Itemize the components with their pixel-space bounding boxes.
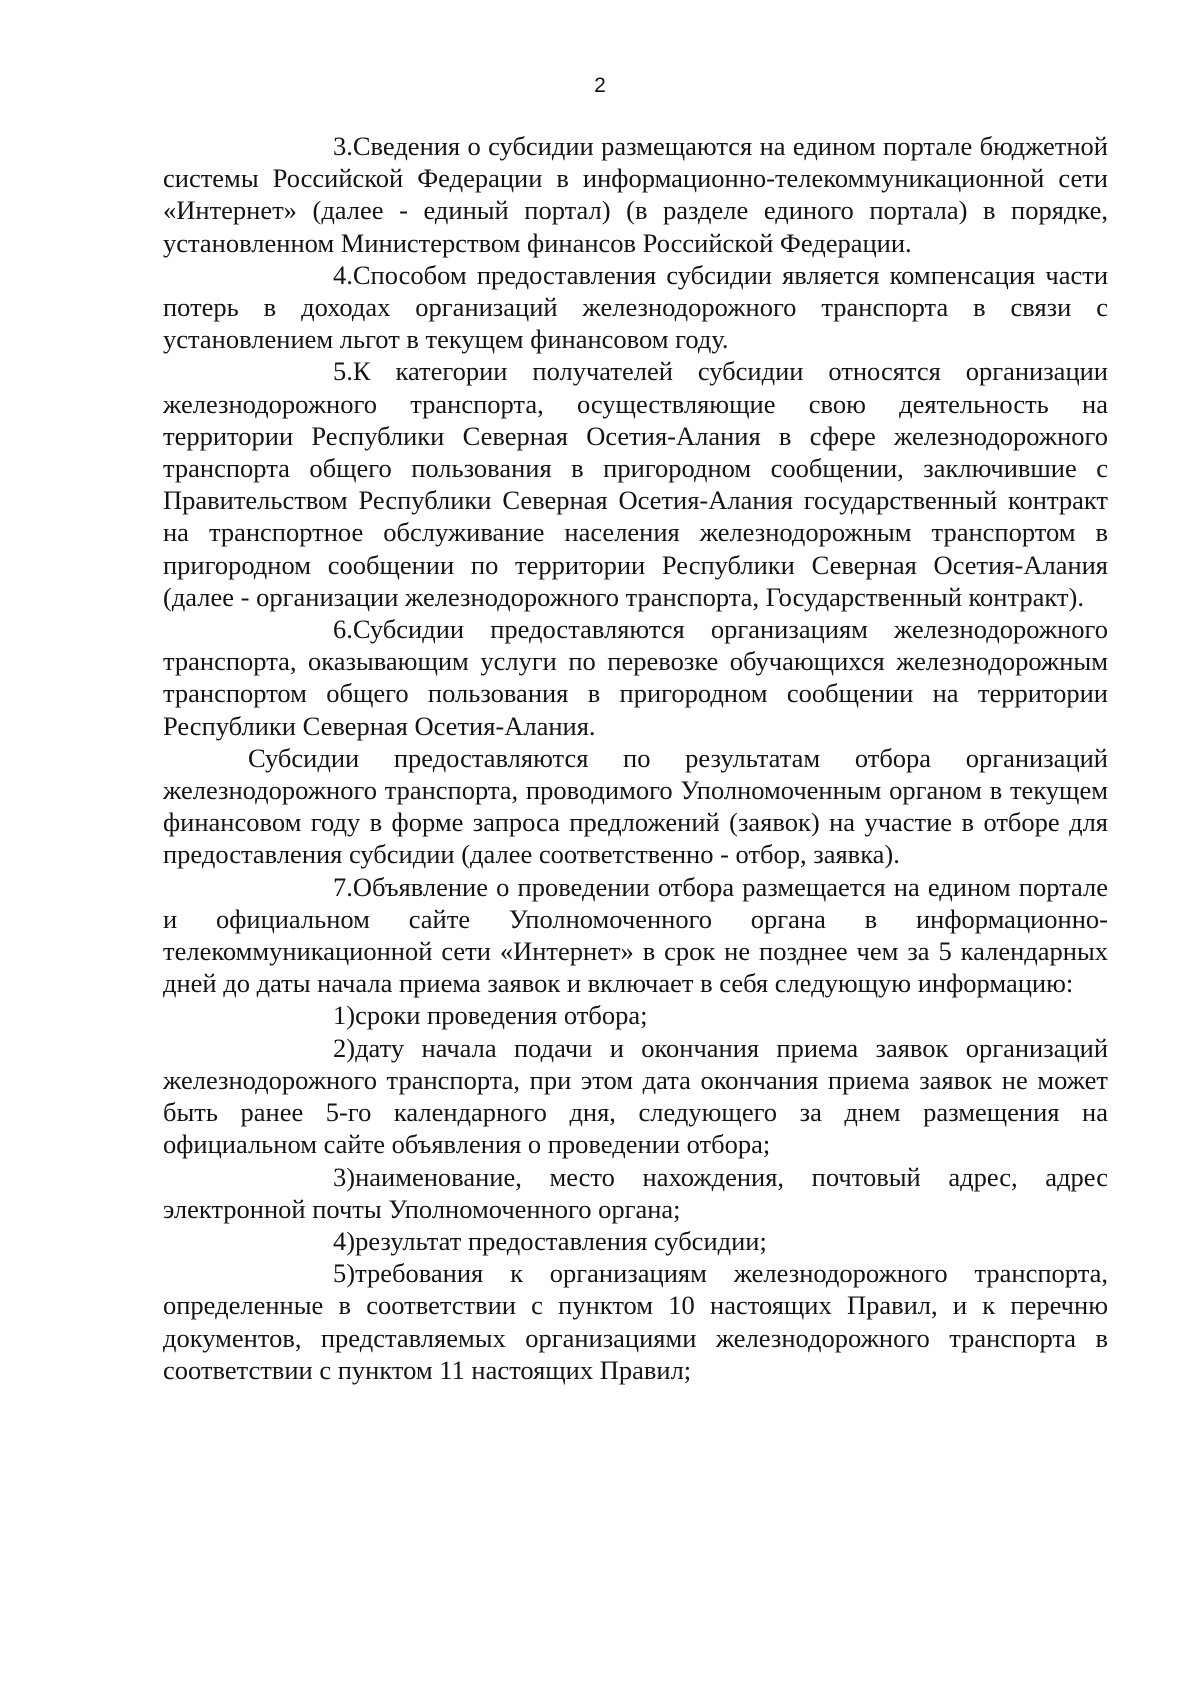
list-text: результат предоставления субсидии; <box>355 1225 767 1256</box>
list-text: наименование, место нахождения, почтовый адрес, адрес электронной почты Уполномоченного органа; <box>163 1161 1108 1224</box>
paragraph-3 <box>163 130 1108 259</box>
list-item-2 <box>163 1032 1108 1161</box>
document-body <box>163 130 1108 1386</box>
paragraph-number: 6. <box>333 614 353 645</box>
paragraph-6-continuation <box>163 742 1108 871</box>
list-text: дату начала подачи и окончания приема заявок организаций железнодорожного транспорта, при этом дата окончания приема заявок не может быть ранее 5-го календарного дня, следующего за днем размещения на официальном сайте объявления о проведении отбора; <box>163 1032 1108 1160</box>
list-number: 2) <box>333 1032 356 1063</box>
list-number: 3) <box>333 1161 356 1192</box>
paragraph-text: Субсидии предоставляются по результатам отбора организаций железнодорожного транспорта, проводимого Уполномоченным органом в текущем финансовом году в форме запроса предложений (заявок) на участие в отборе для предоставления субсидии (далее соответственно - отбор, заявка). <box>163 742 1108 870</box>
list-text: сроки проведения отбора; <box>355 1000 648 1031</box>
list-item-3 <box>163 1161 1108 1225</box>
paragraph-text: Сведения о субсидии размещаются на едином портале бюджетной системы Российской Федерации в информационно-телекоммуникационной сети «Интернет» (далее - единый портал) (в разделе единого портала) в порядке, установленном Министерством финансов Российской Федерации. <box>163 131 1108 258</box>
paragraph-text: Субсидии предоставляются организациям железнодорожного транспорта, оказывающим услуги по перевозке обучающихся железнодорожным транспортом общего пользования в пригородном сообщении на территории Республики Северная Осетия-Алания. <box>163 614 1108 741</box>
list-item-4 <box>163 1225 1108 1257</box>
list-item-5 <box>163 1257 1108 1386</box>
paragraph-text: Способом предоставления субсидии является компенсация части потерь в доходах организаций железнодорожного транспорта в связи с установлением льгот в текущем финансовом году. <box>163 259 1108 355</box>
paragraph-7 <box>163 871 1108 1000</box>
list-number: 4) <box>333 1225 356 1256</box>
paragraph-number: 7. <box>333 871 353 902</box>
paragraph-number: 5. <box>333 356 353 387</box>
list-text: требования к организациям железнодорожного транспорта, определенные в соответствии с пунктом 10 настоящих Правил, и к перечню документов, представляемых организациями железнодорожного транспорта в соответствии с пунктом 11 настоящих Правил; <box>163 1258 1108 1385</box>
paragraph-5 <box>163 355 1108 613</box>
paragraph-text: Объявление о проведении отбора размещается на едином портале и официальном сайте Уполномоченного органа в информационно-телекоммуникационной сети «Интернет» в срок не позднее чем за 5 календарных дней до даты начала приема заявок и включает в себя следующую информацию: <box>163 871 1108 999</box>
paragraph-number: 3. <box>333 131 353 161</box>
paragraph-number: 4. <box>333 259 353 290</box>
paragraph-4 <box>163 259 1108 356</box>
paragraph-text: К категории получателей субсидии относятся организации железнодорожного транспорта, осуществляющие свою деятельность на территории Республики Северная Осетия-Алания в сфере железнодорожного транспорта общего пользования в пригородном сообщении, заключившие с Правительством Республики Северная Осетия-Алания государственный контракт на транспортное обслуживание населения железнодорожным транспортом в пригородном сообщении по территории Республики Северная Осетия-Алания (далее - организации железнодорожного транспорта, Государственный контракт). <box>163 356 1108 612</box>
paragraph-6 <box>163 613 1108 742</box>
page-number: 2 <box>594 74 606 97</box>
list-item-1 <box>163 999 1108 1031</box>
list-number: 1) <box>333 1000 356 1031</box>
list-number: 5) <box>333 1258 356 1289</box>
